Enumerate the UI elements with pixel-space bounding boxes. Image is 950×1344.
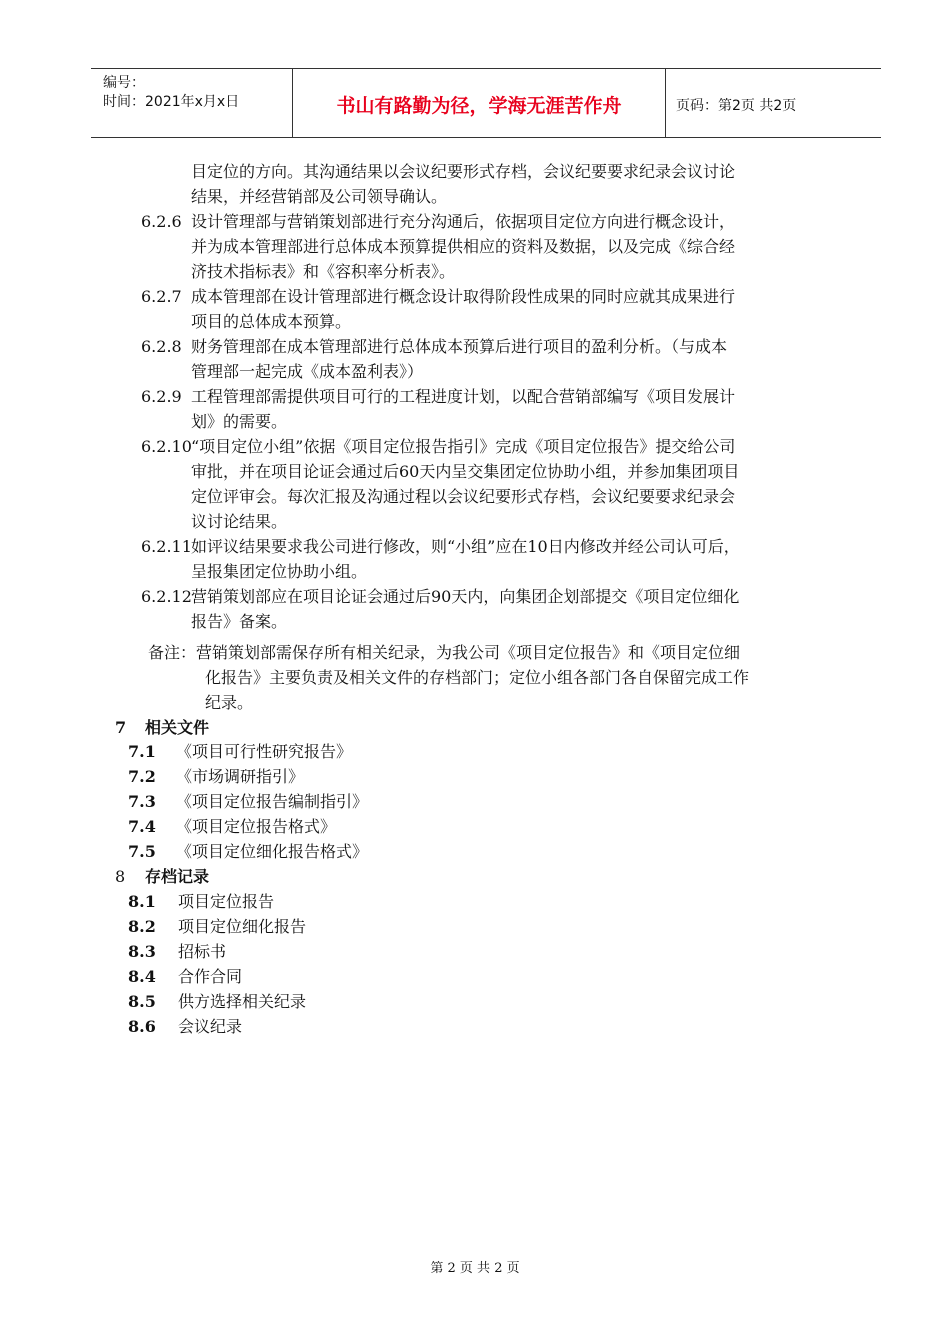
- item-line: 定位评审会。每次汇报及沟通过程以会议纪要形式存档，会议纪要要求纪录会: [191, 487, 736, 506]
- list-item-text: 供方选择相关纪录: [178, 992, 307, 1011]
- item-number: 6.2.6: [141, 212, 182, 231]
- list-item-number: 8.2: [128, 917, 156, 936]
- list-item-number: 7.3: [128, 792, 156, 811]
- code-label: 编号：: [103, 75, 145, 91]
- item-line: 营销策划部应在项目论证会通过后90天内，向集团企划部提交《项目定位细化: [191, 587, 740, 606]
- list-item-text: 项目定位报告: [178, 892, 275, 911]
- item-number: 6.2.10: [141, 437, 192, 456]
- motto-text: 书山有路勤为径，学海无涯苦作舟: [336, 95, 622, 117]
- note-line: 化报告》主要负责及相关文件的存档部门；定位小组各部门各自保留完成工作: [205, 668, 750, 687]
- list-item-text: 《项目定位细化报告格式》: [176, 842, 369, 861]
- list-item-text: 合作合同: [178, 967, 243, 986]
- list-item-number: 8.1: [128, 892, 156, 911]
- item-line: 济技术指标表》和《容积率分析表》。: [191, 262, 456, 281]
- list-item-text: 《项目定位报告编制指引》: [176, 792, 369, 811]
- item-line: 并为成本管理部进行总体成本预算提供相应的资料及数据，以及完成《综合经: [191, 237, 736, 256]
- note-line: 备注：营销策划部需保存所有相关纪录，为我公司《项目定位报告》和《项目定位细: [148, 643, 741, 662]
- item-number: 6.2.8: [141, 337, 182, 356]
- item-line: 报告》备案。: [191, 612, 288, 631]
- section-number: 7: [115, 718, 127, 737]
- item-line: 如评议结果要求我公司进行修改，则“小组”应在10日内修改并经公司认可后，: [191, 537, 740, 556]
- list-item-number: 8.6: [128, 1017, 156, 1036]
- list-item-number: 7.2: [128, 767, 156, 786]
- list-item-text: 《市场调研指引》: [176, 767, 305, 786]
- list-item-number: 8.4: [128, 967, 156, 986]
- item-number: 6.2.9: [141, 387, 182, 406]
- item-number: 6.2.7: [141, 287, 182, 306]
- list-item-text: 会议纪录: [178, 1017, 243, 1036]
- list-item-text: 招标书: [178, 942, 227, 961]
- item-line: 划》的需要。: [191, 412, 288, 431]
- item-line: 管理部一起完成《成本盈利表》）: [191, 362, 424, 381]
- page-footer: 第 2 页 共 2 页: [430, 1261, 520, 1276]
- item-line: 财务管理部在成本管理部进行总体成本预算后进行项目的盈利分析。（与成本: [191, 337, 728, 356]
- list-item-number: 8.3: [128, 942, 156, 961]
- list-item-text: 《项目可行性研究报告》: [176, 742, 353, 761]
- section-title: 存档记录: [145, 867, 210, 886]
- list-item-number: 7.4: [128, 817, 156, 836]
- page-info: 页码：第2页 共2页: [676, 98, 797, 114]
- item-line: 议讨论结果。: [191, 512, 288, 531]
- list-item-number: 7.1: [128, 742, 156, 761]
- item-line: 项目的总体成本预算。: [191, 312, 352, 331]
- list-item-text: 《项目定位报告格式》: [176, 817, 337, 836]
- item-number: 6.2.12: [141, 587, 192, 606]
- item-line: 工程管理部需提供项目可行的工程进度计划，以配合营销部编写《项目发展计: [191, 387, 736, 406]
- item-line: 设计管理部与营销策划部进行充分沟通后，依据项目定位方向进行概念设计，: [191, 212, 736, 231]
- note-line: 纪录。: [205, 693, 254, 712]
- section-number: 8: [115, 867, 126, 886]
- continuation-line: 目定位的方向。其沟通结果以会议纪要形式存档，会议纪要要求纪录会议讨论: [191, 162, 736, 181]
- continuation-line: 结果，并经营销部及公司领导确认。: [191, 187, 448, 206]
- header-motto-cell: [293, 69, 666, 137]
- page-header: [91, 68, 881, 138]
- header-meta-cell: [91, 69, 293, 137]
- time-line: 时间：2021年x月x日: [103, 94, 240, 110]
- list-item-number: 8.5: [128, 992, 156, 1011]
- item-line: 成本管理部在设计管理部进行概念设计取得阶段性成果的同时应就其成果进行: [191, 287, 736, 306]
- header-page-cell: [666, 69, 881, 137]
- list-item-number: 7.5: [128, 842, 156, 861]
- item-number: 6.2.11: [141, 537, 192, 556]
- item-line: 呈报集团定位协助小组。: [191, 562, 368, 581]
- section-title: 相关文件: [145, 718, 210, 737]
- list-item-text: 项目定位细化报告: [178, 917, 307, 936]
- item-line: 审批，并在项目论证会通过后60天内呈交集团定位协助小组，并参加集团项目: [191, 462, 740, 481]
- item-line: “项目定位小组”依据《项目定位报告指引》完成《项目定位报告》提交给公司: [191, 437, 736, 456]
